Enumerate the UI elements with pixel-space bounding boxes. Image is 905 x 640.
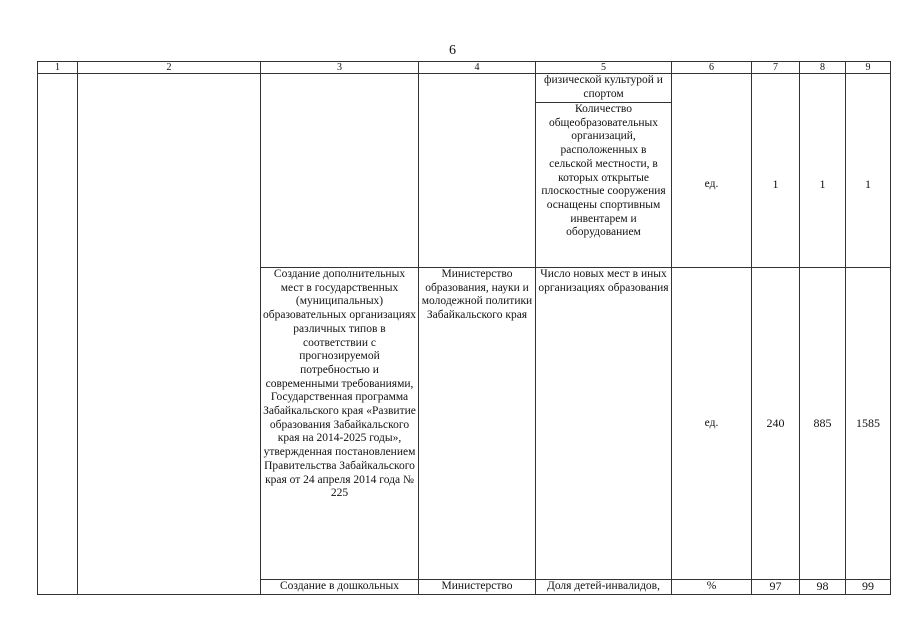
measure-cell: Создание дополнительных мест в государственных (муниципальных) образовательных организациях различных типов в соответствии с прогнозируемой потребностью и современными требованиями, Государственная программа Забайкальского края «Развитие образования Забайкальского края на 2014-2025 годы», утвержденная постановлением Правительства Забайкальского края от 24 апреля 2014 года № 225 — [261, 268, 419, 580]
executor-cell — [419, 74, 536, 103]
measure-cell — [261, 74, 419, 103]
header-cell: 3 — [261, 62, 419, 74]
header-cell: 8 — [800, 62, 846, 74]
value-cell: 98 — [800, 580, 846, 595]
value-cell: 1 — [846, 103, 891, 268]
measure-cell: Создание в дошкольных — [261, 580, 419, 595]
header-cell: 6 — [672, 62, 752, 74]
header-cell: 1 — [38, 62, 78, 74]
indicator-cell: Число новых мест в иных организациях образования — [536, 268, 672, 580]
unit-cell — [672, 74, 752, 103]
unit-cell: ед. — [672, 268, 752, 580]
indicator-cell: Доля детей-инвалидов, — [536, 580, 672, 595]
executor-cell — [419, 103, 536, 268]
value-cell: 1585 — [846, 268, 891, 580]
col2-cell — [78, 74, 261, 595]
value-cell: 1 — [800, 103, 846, 268]
unit-cell: ед. — [672, 103, 752, 268]
header-cell: 5 — [536, 62, 672, 74]
executor-cell: Министерство — [419, 580, 536, 595]
value-cell — [800, 74, 846, 103]
table-row — [38, 74, 891, 103]
program-table — [37, 61, 891, 595]
header-row — [38, 62, 891, 74]
executor-cell: Министерство образования, науки и молодежной политики Забайкальского края — [419, 268, 536, 580]
value-cell: 97 — [752, 580, 800, 595]
value-cell: 99 — [846, 580, 891, 595]
page-number: 6 — [449, 43, 456, 58]
col1-cell — [38, 74, 78, 595]
measure-cell — [261, 103, 419, 268]
value-cell: 1 — [752, 103, 800, 268]
value-cell — [752, 74, 800, 103]
header-cell: 4 — [419, 62, 536, 74]
value-cell: 885 — [800, 268, 846, 580]
header-cell: 7 — [752, 62, 800, 74]
unit-cell: % — [672, 580, 752, 595]
value-cell — [846, 74, 891, 103]
indicator-cell: физической культурой и спортом — [536, 74, 672, 103]
header-cell: 2 — [78, 62, 261, 74]
header-cell: 9 — [846, 62, 891, 74]
value-cell: 240 — [752, 268, 800, 580]
indicator-cell: Количество общеобразовательных организаций, расположенных в сельской местности, в которых открытые плоскостные сооружения оснащены спортивным инвентарем и оборудованием — [536, 103, 672, 268]
